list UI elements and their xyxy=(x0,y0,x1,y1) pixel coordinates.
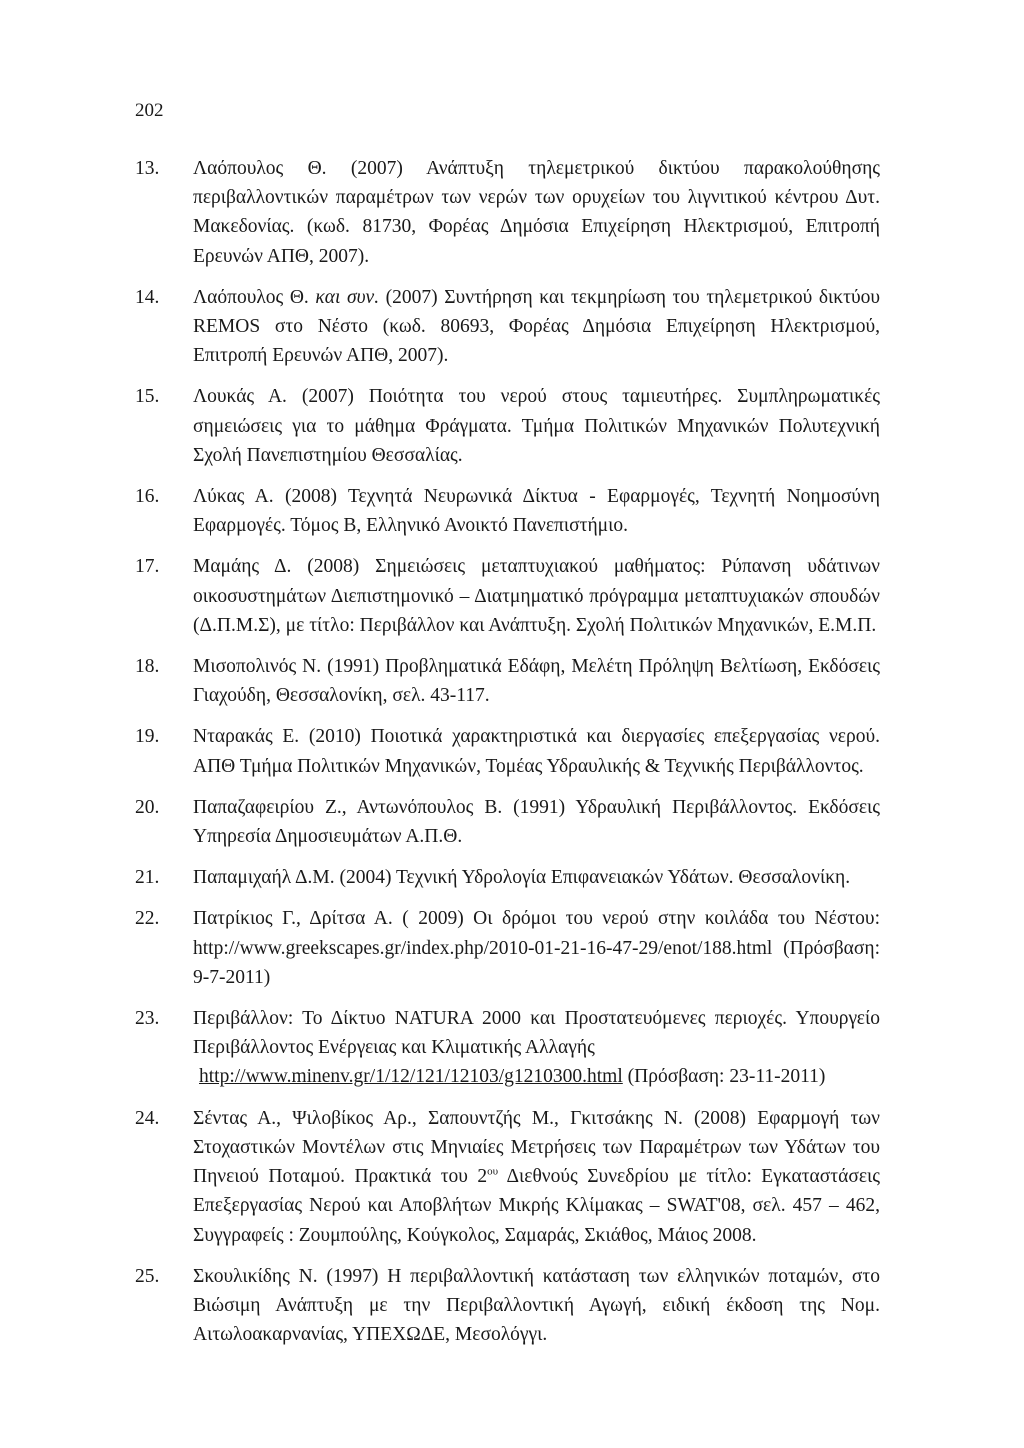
reference-text: Μαμάης Δ. (2008) Σημειώσεις μεταπτυχιακού μαθήματος: Ρύπανση υδάτινων οικοσυστημάτων Διεπιστημονικό – Διατμηματικό πρόγραμμα μεταπτυχιακών σπουδών (Δ.Π.Μ.Σ), με τίτλο: Περιβάλλον και Ανάπτυξη. Σχολή Πολιτικών Μηχανικών, Ε.Μ.Π. xyxy=(193,556,880,636)
reference-number: 19. xyxy=(135,726,160,748)
reference-number: 14. xyxy=(135,286,160,308)
reference-item xyxy=(135,863,880,892)
reference-text: Παπαμιχαήλ Δ.Μ. (2004) Τεχνική Υδρολογία Επιφανειακών Υδάτων. Θεσσαλονίκη. xyxy=(193,867,851,889)
reference-text: Μισοπολινός Ν. (1991) Προβληματικά Εδάφη, Μελέτη Πρόληψη Βελτίωση, Εκδόσεις Γιαχούδη, Θεσσαλονίκη, σελ. 43-117. xyxy=(193,656,880,707)
reference-number: 17. xyxy=(135,556,160,578)
reference-number: 21. xyxy=(135,867,160,889)
reference-item xyxy=(135,154,880,271)
reference-text: Νταρακάς Ε. (2010) Ποιοτικά χαρακτηριστικά και διεργασίες επεξεργασίας νερού. ΑΠΘ Τμήμα Πολιτικών Μηχανικών, Τομέας Υδραυλικής & Τεχνικής Περιβάλλοντος. xyxy=(193,726,880,777)
reference-link[interactable]: http://www.minenv.gr/1/12/121/12103/g1210300.html xyxy=(199,1066,623,1088)
reference-item xyxy=(135,552,880,640)
reference-text: Παπαζαφειρίου Ζ., Αντωνόπουλος Β. (1991) Υδραυλική Περιβάλλοντος. Εκδόσεις Υπηρεσία Δημοσιευμάτων Α.Π.Θ. xyxy=(193,796,880,848)
reference-body-continued: Διεθνούς Συνεδρίου με τίτλο: Εγκαταστάσεις Επεξεργασίας Νερού και Αποβλήτων Μικρής Κλίμακας – SWAT'08, σελ. 457 – 462, Συγγραφείς : Ζουμπούλης, Κούγκολος, Σαμαράς, Σκιάθος, Μάιος 2008. xyxy=(193,1166,880,1246)
reference-number: 18. xyxy=(135,656,160,678)
reference-item xyxy=(135,283,880,371)
reference-access-date: (Πρόσβαση: 23-11-2011) xyxy=(627,1066,826,1088)
reference-text xyxy=(193,283,880,371)
reference-details: (2007) Συντήρηση και τεκμηρίωση του τηλεμετρικού δικτύου REMOS στο Νέστο (κωδ. 80693, Φορέας Δημόσια Επιχείρηση Ηλεκτρισμού, Επιτροπή Ερευνών ΑΠΘ, 2007). xyxy=(193,286,881,367)
reference-item xyxy=(135,382,880,470)
reference-number: 15. xyxy=(135,386,160,408)
reference-text: Λουκάς Α. (2007) Ποιότητα του νερού στους ταμιευτήρες. Συμπληρωματικές σημειώσεις για το μάθημα Φράγματα. Τμήμα Πολιτικών Μηχανικών Πολυτεχνική Σχολή Πανεπιστημίου Θεσσαλίας. xyxy=(193,386,880,466)
reference-number: 22. xyxy=(135,908,160,930)
reference-text: Λαόπουλος Θ. (2007) Ανάπτυξη τηλεμετρικού δικτύου παρακολούθησης περιβαλλοντικών παραμέτρων των νερών των ορυχείων του λιγνιτικού κέντρου Δυτ. Μακεδονίας. (κωδ. 81730, Φορέας Δημόσια Επιχείρηση Ηλεκτρισμού, Επιτροπή Ερευνών ΑΠΘ, 2007). xyxy=(193,158,880,267)
reference-number: 16. xyxy=(135,486,160,508)
reference-text xyxy=(193,1104,880,1250)
reference-body: Σέντας Α., Ψιλοβίκος Αρ., Σαπουντζής Μ., Γκιτσάκης Ν. (2008) Εφαρμογή των Στοχαστικών Μοντέλων στις Μηνιαίες Μετρήσεις των Παραμέτρων των Υδάτων του Πηνειού Ποταμού. Πρακτικά του 2 xyxy=(193,1107,880,1188)
reference-number: 13. xyxy=(135,158,160,179)
reference-item xyxy=(135,722,880,780)
reference-list xyxy=(135,154,880,1361)
reference-item xyxy=(135,793,880,851)
reference-number: 23. xyxy=(135,1008,160,1030)
reference-number: 20. xyxy=(135,796,160,818)
ordinal-superscript: ου xyxy=(487,1165,499,1178)
reference-item xyxy=(135,652,880,710)
reference-item xyxy=(135,904,880,992)
reference-text xyxy=(193,1004,880,1092)
reference-item xyxy=(135,1262,880,1350)
reference-number: 24. xyxy=(135,1107,160,1129)
reference-item xyxy=(135,1104,880,1250)
reference-et-al: και συν. xyxy=(315,286,380,308)
page-number: 202 xyxy=(135,100,164,121)
reference-item xyxy=(135,1004,880,1092)
reference-text: Λύκας Α. (2008) Τεχνητά Νευρωνικά Δίκτυα - Εφαρμογές, Τεχνητή Νοημοσύνη Εφαρμογές. Τόμος Β, Ελληνικό Ανοικτό Πανεπιστήμιο. xyxy=(193,486,880,537)
reference-author: Λαόπουλος Θ. xyxy=(193,286,309,308)
reference-text: Σκουλικίδης Ν. (1997) Η περιβαλλοντική κατάσταση των ελληνικών ποταμών, στο Βιώσιμη Ανάπτυξη με την Περιβαλλοντική Αγωγή, ειδική έκδοση της Νομ. Αιτωλοακαρνανίας, ΥΠΕΧΩΔΕ, Μεσολόγγι. xyxy=(193,1265,880,1346)
reference-text: Πατρίκιος Γ., Δρίτσα Α. ( 2009) Οι δρόμοι του νερού στην κοιλάδα του Νέστου: http://www.greekscapes.gr/index.php/2010-01-21-16-47-29/enot/188.html (Πρόσβαση: 9-7-2011) xyxy=(193,908,880,988)
reference-item xyxy=(135,482,880,540)
reference-number: 25. xyxy=(135,1265,160,1287)
reference-body: Περιβάλλον: Το Δίκτυο NATURA 2000 και Προστατευόμενες περιοχές. Υπουργείο Περιβάλλοντος Ενέργειας και Κλιματικής Αλλαγής xyxy=(193,1008,880,1059)
